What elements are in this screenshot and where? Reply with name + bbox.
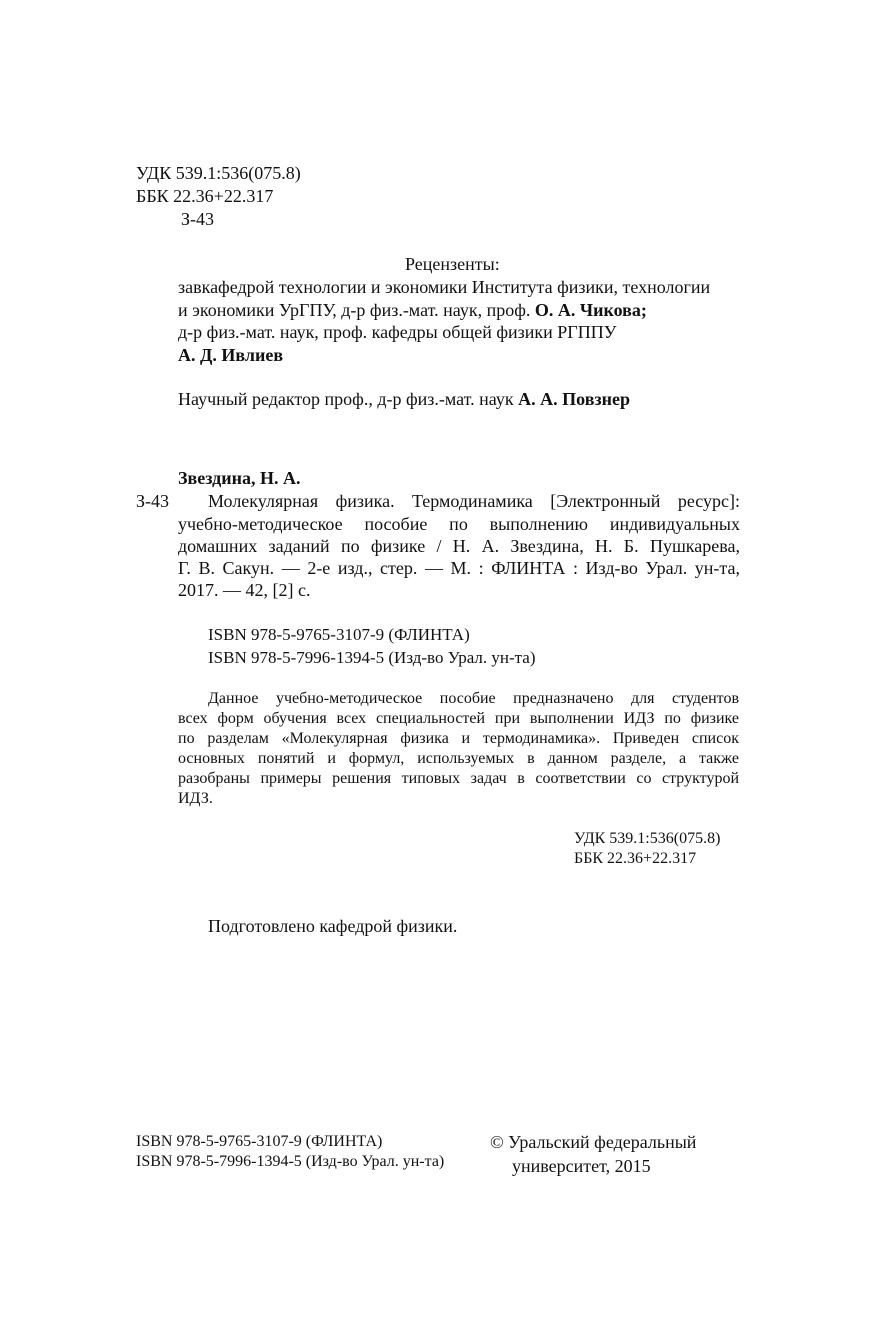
annotation-line-5: разобраны примеры решения типовых задач в соответствии со структурой	[178, 770, 739, 787]
reviewer-line-3: д-р физ.-мат. наук, проф. кафедры общей физики РГППУ	[178, 322, 617, 342]
bottom-isbn-2: ISBN 978-5-7996-1394-5 (Изд-во Урал. ун-та)	[136, 1153, 445, 1170]
annotation-line-4: основных понятий и формул, используемых в данном разделе, а также	[178, 750, 739, 767]
annotation-line-3: по разделам «Молекулярная физика и термодинамика». Приведен список	[178, 730, 739, 747]
catalog-line-1: Молекулярная физика. Термодинамика [Электронный ресурс]:	[208, 491, 740, 511]
copyright-line-1: © Уральский федеральный	[490, 1132, 697, 1152]
footer-udk: УДК 539.1:536(075.8)	[574, 830, 721, 847]
header-bbk: ББК 22.36+22.317	[136, 186, 274, 206]
footer-bbk: ББК 22.36+22.317	[574, 850, 697, 867]
reviewer-line-2-text: и экономики УрГПУ, д-р физ.-мат. наук, проф.	[178, 300, 531, 320]
reviewers-title: Рецензенты:	[405, 254, 500, 274]
catalog-isbn-2: ISBN 978-5-7996-1394-5 (Изд-во Урал. ун-та)	[208, 648, 536, 667]
catalog-line-5: 2017. — 42, [2] с.	[178, 580, 311, 600]
annotation-line-2: всех форм обучения всех специальностей при выполнении ИДЗ по физике	[178, 710, 739, 727]
scientific-editor	[178, 388, 630, 411]
catalog-line-3: домашних заданий по физике / Н. А. Звездина, Н. Б. Пушкарева,	[178, 536, 740, 556]
catalog-code: З-43	[136, 491, 170, 511]
catalog-isbn-1: ISBN 978-5-9765-3107-9 (ФЛИНТА)	[208, 625, 470, 644]
editor-text: Научный редактор проф., д-р физ.-мат. наук	[178, 389, 514, 409]
reviewer-name-1: О. А. Чикова;	[534, 300, 647, 320]
annotation-line-1: Данное учебно-методическое пособие предназначено для студентов	[208, 690, 739, 707]
catalog-author: Звездина, Н. А.	[178, 468, 301, 488]
copyright-line-2: университет, 2015	[512, 1156, 651, 1176]
annotation-line-6: ИДЗ.	[178, 790, 213, 807]
prepared-by: Подготовлено кафедрой физики.	[208, 916, 458, 936]
header-author-code: З-43	[181, 209, 215, 229]
catalog-line-4: Г. В. Сакун. — 2-е изд., стер. — М. : ФЛИНТА : Изд-во Урал. ун-та,	[178, 558, 740, 578]
reviewer-name-2: А. Д. Ивлиев	[178, 345, 284, 365]
reviewer-line-1: завкафедрой технологии и экономики Института физики, технологии	[178, 277, 711, 297]
bottom-isbn-1: ISBN 978-5-9765-3107-9 (ФЛИНТА)	[136, 1133, 383, 1150]
catalog-line-2: учебно-методическое пособие по выполнению индивидуальных	[178, 514, 740, 534]
editor-name: А. А. Повзнер	[518, 389, 631, 409]
header-udk: УДК 539.1:536(075.8)	[136, 163, 301, 183]
reviewer-line-2	[178, 299, 647, 322]
